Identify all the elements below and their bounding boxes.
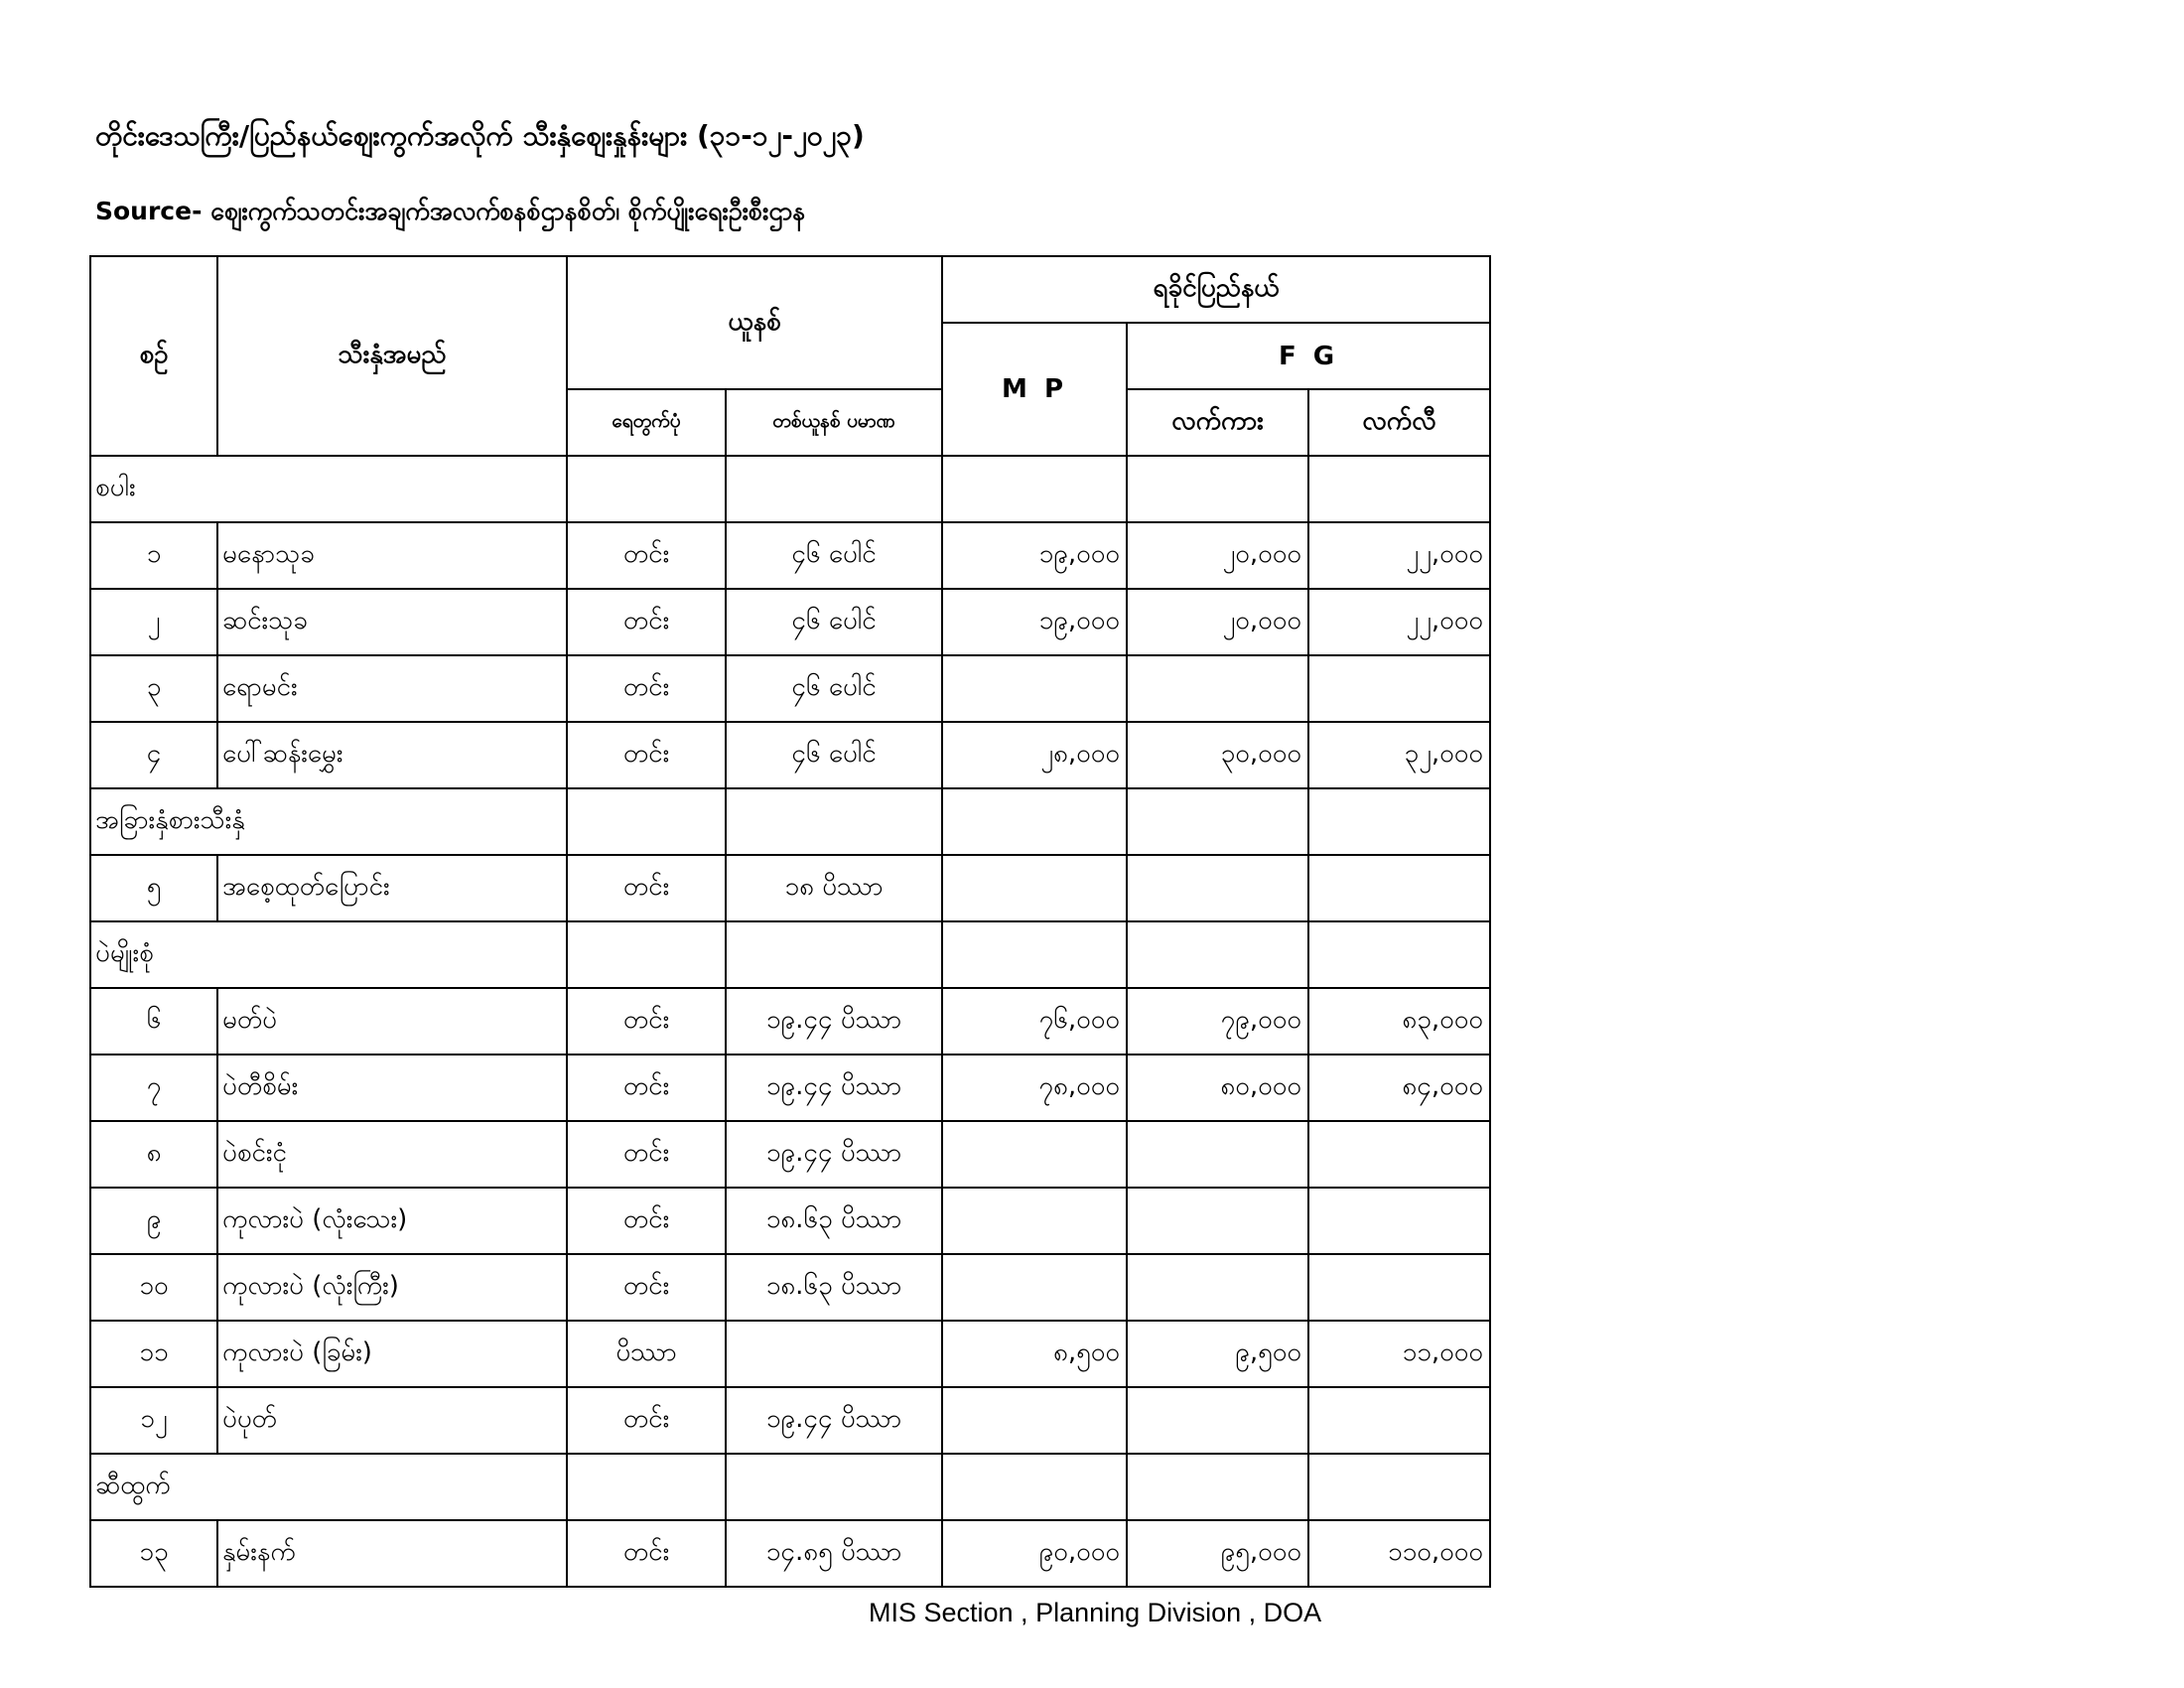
cell-unit-qty: ၁၄.၈၅ ပိဿာ bbox=[726, 1520, 942, 1587]
header-fg-retail: လက်လီ bbox=[1308, 389, 1490, 456]
cell-crop-name: ရောမင်း bbox=[217, 655, 567, 722]
table-row bbox=[90, 1121, 1490, 1188]
cell-unit-qty: ၁၉.၄၄ ပိဿာ bbox=[726, 1055, 942, 1121]
header-unit-metric: တစ်ယူနစ် ပမာဏ bbox=[726, 389, 942, 456]
cell-unit-qty bbox=[726, 1321, 942, 1387]
cell-unit-qty: ၄၆ ပေါင် bbox=[726, 655, 942, 722]
table-row bbox=[90, 1055, 1490, 1121]
price-table bbox=[89, 255, 1491, 1588]
cell-fg-retail-price: ၂၂,၀၀၀ bbox=[1308, 589, 1490, 655]
cell-crop-name: ကုလားပဲ (လုံးကြီး) bbox=[217, 1254, 567, 1321]
source-line: Source- ဈေးကွက်သတင်းအချက်အလက်စနစ်ဌာနစိတ်၊ စိုက်ပျိုးရေးဦးစီးဌာန bbox=[95, 197, 806, 225]
cell-unit-qty: ၄၆ ပေါင် bbox=[726, 522, 942, 589]
cell-crop-name: ဆင်းသုခ bbox=[217, 589, 567, 655]
cell-mp-price: ၂၈,၀၀၀ bbox=[942, 722, 1127, 788]
cell-mp-price bbox=[942, 1188, 1127, 1254]
table-row bbox=[90, 1254, 1490, 1321]
header-mp: M P bbox=[942, 323, 1127, 456]
cell-unit-qty: ၁၉.၄၄ ပိဿာ bbox=[726, 1121, 942, 1188]
cell-mp-price bbox=[942, 655, 1127, 722]
cell-unit-qty: ၁၈.၆၃ ပိဿာ bbox=[726, 1188, 942, 1254]
cell-unit-qty: ၄၆ ပေါင် bbox=[726, 722, 942, 788]
empty-cell bbox=[942, 456, 1127, 522]
table-header bbox=[90, 256, 1490, 456]
empty-cell bbox=[942, 1454, 1127, 1520]
cell-unit-qty: ၁၉.၄၄ ပိဿာ bbox=[726, 1387, 942, 1454]
cell-fg-wholesale-price: ၈၀,၀၀၀ bbox=[1127, 1055, 1308, 1121]
empty-cell bbox=[942, 921, 1127, 988]
table-row bbox=[90, 722, 1490, 788]
category-row bbox=[90, 456, 1490, 522]
table-row bbox=[90, 589, 1490, 655]
empty-cell bbox=[726, 456, 942, 522]
cell-fg-retail-price bbox=[1308, 1254, 1490, 1321]
cell-crop-name: ပဲပုတ် bbox=[217, 1387, 567, 1454]
cell-no: ၃ bbox=[90, 655, 217, 722]
cell-unit: တင်း bbox=[567, 1254, 726, 1321]
cell-no: ၅ bbox=[90, 855, 217, 921]
cell-no: ၆ bbox=[90, 988, 217, 1055]
cell-crop-name: ကုလားပဲ (ခြမ်း) bbox=[217, 1321, 567, 1387]
cell-no: ၂ bbox=[90, 589, 217, 655]
cell-crop-name: ပဲတီစိမ်း bbox=[217, 1055, 567, 1121]
empty-cell bbox=[1127, 456, 1308, 522]
cell-crop-name: မနောသုခ bbox=[217, 522, 567, 589]
header-crop-name: သီးနှံအမည် bbox=[217, 256, 567, 456]
cell-unit: တင်း bbox=[567, 1520, 726, 1587]
cell-unit: တင်း bbox=[567, 1121, 726, 1188]
cell-unit: တင်း bbox=[567, 655, 726, 722]
table-row bbox=[90, 988, 1490, 1055]
cell-mp-price: ၁၉,၀၀၀ bbox=[942, 589, 1127, 655]
cell-unit-qty: ၁၉.၄၄ ပိဿာ bbox=[726, 988, 942, 1055]
cell-no: ၁ bbox=[90, 522, 217, 589]
cell-fg-wholesale-price: ၉၅,၀၀၀ bbox=[1127, 1520, 1308, 1587]
table-row bbox=[90, 855, 1490, 921]
cell-crop-name: မတ်ပဲ bbox=[217, 988, 567, 1055]
cell-mp-price: ၇၆,၀၀၀ bbox=[942, 988, 1127, 1055]
cell-fg-wholesale-price: ၂၀,၀၀၀ bbox=[1127, 589, 1308, 655]
cell-unit: တင်း bbox=[567, 1055, 726, 1121]
empty-cell bbox=[726, 788, 942, 855]
cell-no: ၉ bbox=[90, 1188, 217, 1254]
category-row bbox=[90, 788, 1490, 855]
table-row bbox=[90, 522, 1490, 589]
cell-mp-price: ၈,၅၀၀ bbox=[942, 1321, 1127, 1387]
footer-text: MIS Section , Planning Division , DOA bbox=[869, 1598, 1322, 1627]
category-label: ဆီထွက် bbox=[90, 1454, 567, 1520]
cell-crop-name: ပေါ်ဆန်းမွှေး bbox=[217, 722, 567, 788]
cell-crop-name: နှမ်းနက် bbox=[217, 1520, 567, 1587]
header-no: စဉ် bbox=[90, 256, 217, 456]
cell-no: ၄ bbox=[90, 722, 217, 788]
category-row bbox=[90, 921, 1490, 988]
cell-no: ၈ bbox=[90, 1121, 217, 1188]
cell-fg-retail-price: ၈၃,၀၀၀ bbox=[1308, 988, 1490, 1055]
header-unit-local: ရေတွက်ပုံ bbox=[567, 389, 726, 456]
empty-cell bbox=[1127, 788, 1308, 855]
empty-cell bbox=[1308, 921, 1490, 988]
category-label: စပါး bbox=[90, 456, 567, 522]
page-title: တိုင်းဒေသကြီး/ပြည်နယ်ဈေးကွက်အလိုက် သီးနှံဈေးနှုန်းများ (၃၁-၁၂-၂၀၂၃) bbox=[95, 119, 865, 152]
cell-unit: တင်း bbox=[567, 988, 726, 1055]
cell-fg-retail-price bbox=[1308, 1188, 1490, 1254]
cell-mp-price: ၇၈,၀၀၀ bbox=[942, 1055, 1127, 1121]
cell-mp-price: ၉၀,၀၀၀ bbox=[942, 1520, 1127, 1587]
cell-crop-name: အစေ့ထုတ်ပြောင်း bbox=[217, 855, 567, 921]
header-unit: ယူနစ် bbox=[567, 256, 942, 389]
cell-unit-qty: ၄၆ ပေါင် bbox=[726, 589, 942, 655]
cell-mp-price bbox=[942, 1254, 1127, 1321]
empty-cell bbox=[567, 1454, 726, 1520]
cell-fg-retail-price bbox=[1308, 1121, 1490, 1188]
cell-fg-retail-price: ၁၁,၀၀၀ bbox=[1308, 1321, 1490, 1387]
table-row bbox=[90, 1188, 1490, 1254]
cell-fg-wholesale-price bbox=[1127, 655, 1308, 722]
table-row bbox=[90, 1387, 1490, 1454]
table-body bbox=[90, 456, 1490, 1587]
category-label: ပဲမျိုးစုံ bbox=[90, 921, 567, 988]
table-row bbox=[90, 655, 1490, 722]
cell-fg-wholesale-price bbox=[1127, 1254, 1308, 1321]
empty-cell bbox=[1127, 1454, 1308, 1520]
cell-unit-qty: ၁၈ ပိဿာ bbox=[726, 855, 942, 921]
empty-cell bbox=[726, 921, 942, 988]
category-label: အခြားနှံစားသီးနှံ bbox=[90, 788, 567, 855]
cell-fg-retail-price: ၈၄,၀၀၀ bbox=[1308, 1055, 1490, 1121]
cell-unit: တင်း bbox=[567, 855, 726, 921]
cell-unit-qty: ၁၈.၆၃ ပိဿာ bbox=[726, 1254, 942, 1321]
empty-cell bbox=[942, 788, 1127, 855]
cell-fg-wholesale-price bbox=[1127, 1121, 1308, 1188]
header-region: ရခိုင်ပြည်နယ် bbox=[942, 256, 1490, 323]
cell-fg-retail-price bbox=[1308, 655, 1490, 722]
cell-fg-retail-price bbox=[1308, 855, 1490, 921]
empty-cell bbox=[567, 788, 726, 855]
cell-fg-wholesale-price bbox=[1127, 1188, 1308, 1254]
cell-fg-wholesale-price: ၂၀,၀၀၀ bbox=[1127, 522, 1308, 589]
cell-unit: တင်း bbox=[567, 722, 726, 788]
empty-cell bbox=[1308, 788, 1490, 855]
cell-fg-retail-price bbox=[1308, 1387, 1490, 1454]
cell-crop-name: ပဲစင်းငုံ bbox=[217, 1121, 567, 1188]
cell-crop-name: ကုလားပဲ (လုံးသေး) bbox=[217, 1188, 567, 1254]
cell-no: ၁၁ bbox=[90, 1321, 217, 1387]
cell-unit: တင်း bbox=[567, 522, 726, 589]
cell-mp-price: ၁၉,၀၀၀ bbox=[942, 522, 1127, 589]
cell-unit: တင်း bbox=[567, 1188, 726, 1254]
cell-mp-price bbox=[942, 1121, 1127, 1188]
cell-fg-retail-price: ၃၂,၀၀၀ bbox=[1308, 722, 1490, 788]
empty-cell bbox=[1127, 921, 1308, 988]
cell-mp-price bbox=[942, 855, 1127, 921]
cell-unit: ပိဿာ bbox=[567, 1321, 726, 1387]
empty-cell bbox=[1308, 456, 1490, 522]
cell-unit: တင်း bbox=[567, 1387, 726, 1454]
header-fg-wholesale: လက်ကား bbox=[1127, 389, 1308, 456]
cell-fg-wholesale-price: ၉,၅၀၀ bbox=[1127, 1321, 1308, 1387]
header-fg: F G bbox=[1127, 323, 1490, 389]
category-row bbox=[90, 1454, 1490, 1520]
table-row bbox=[90, 1520, 1490, 1587]
cell-no: ၁၂ bbox=[90, 1387, 217, 1454]
cell-fg-wholesale-price: ၃၀,၀၀၀ bbox=[1127, 722, 1308, 788]
cell-fg-retail-price: ၁၁၀,၀၀၀ bbox=[1308, 1520, 1490, 1587]
empty-cell bbox=[567, 921, 726, 988]
cell-mp-price bbox=[942, 1387, 1127, 1454]
empty-cell bbox=[726, 1454, 942, 1520]
cell-fg-wholesale-price: ၇၉,၀၀၀ bbox=[1127, 988, 1308, 1055]
cell-unit: တင်း bbox=[567, 589, 726, 655]
table-row bbox=[90, 1321, 1490, 1387]
cell-fg-retail-price: ၂၂,၀၀၀ bbox=[1308, 522, 1490, 589]
cell-fg-wholesale-price bbox=[1127, 855, 1308, 921]
cell-no: ၁၃ bbox=[90, 1520, 217, 1587]
cell-no: ၁၀ bbox=[90, 1254, 217, 1321]
empty-cell bbox=[1308, 1454, 1490, 1520]
cell-no: ၇ bbox=[90, 1055, 217, 1121]
cell-fg-wholesale-price bbox=[1127, 1387, 1308, 1454]
empty-cell bbox=[567, 456, 726, 522]
